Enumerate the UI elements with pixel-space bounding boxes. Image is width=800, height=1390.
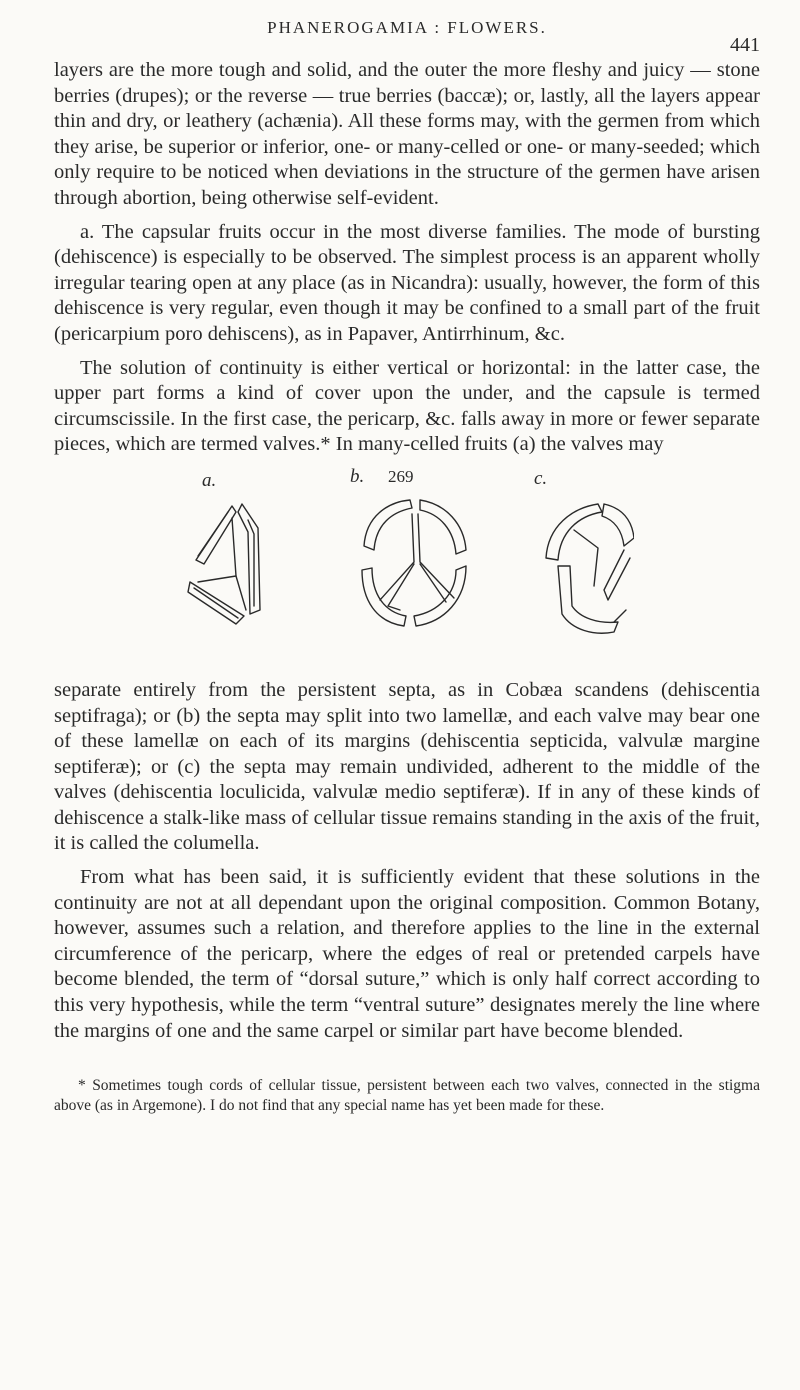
footnote [54,1076,760,1116]
footnote-text: * Sometimes tough cords of cellular tissue, persistent between each two valves, connected in the stigma above (as in Argemone). I do not find that any special name has yet been made for these. [54,1077,760,1115]
capsule-dehiscence-diagram [174,490,634,660]
figure-number: 269 [388,466,414,486]
running-head: PHANEROGAMIA : FLOWERS. [267,18,547,37]
capsule-diagram-b [362,500,466,626]
paragraph-5: From what has been said, it is sufficiently evident that these solutions in the continuity are not at all dependant upon the original composition. Common Botany, however, assumes such a relation, and therefore applies to the line in the external circumference of the pericarp, where the edges of real or pretended carpels have become blended, the term of “dorsal suture,” which is only half correct according to this very hypothesis, while the term “ventral suture” designates merely the line where the margins of one and the same carpel or similar part have become blended. [54,866,760,1042]
figure-label-c: c. [534,467,548,489]
paragraph-3: The solution of continuity is either vertical or horizontal: in the latter case, the upper part forms a kind of cover upon the under, and the capsule is termed circumscissile. In the first case, the pericarp, &c. falls away in more or fewer separate pieces, which are termed valves.* In many-celled fruits (a) the valves may [54,356,760,456]
figure-label-b: b. [350,465,365,487]
capsule-diagram-c [546,504,634,633]
figure-label-a: a. [202,469,217,491]
figure-269 [54,464,760,674]
page-number: 441 [730,34,760,56]
body-text [54,58,760,1116]
paragraph-2: a. The capsular fruits occur in the most diverse families. The mode of bursting (dehiscence) is especially to be observed. The simplest process is an apparent wholly irregular tearing open at any place (as in Nicandra): usually, however, the form of this dehiscence is very regular, even though it may be confined to a small part of the fruit (pericarpium poro dehiscens), as in Papaver, Antirrhinum, &c. [54,220,760,345]
paragraph-4: separate entirely from the persistent septa, as in Cobæa scandens (dehiscentia septifraga); or (b) the septa may split into two lamellæ, and each valve may bear one of these lamellæ on each of its margins (dehiscentia septicida, valvulæ margine septiferæ); or (c) the septa may remain undivided, adherent to the middle of the valves (dehiscentia loculicida, valvulæ medio septiferæ). If in any of these kinds of dehiscence a stalk-like mass of cellular tissue remains standing in the axis of the fruit, it is called the columella. [54,678,760,855]
paragraph-1: layers are the more tough and solid, and the outer the more fleshy and juicy — stone berries (drupes); or the reverse — true berries (baccæ); or, lastly, all the layers appear thin and dry, or leathery (achænia). All these forms may, with the germen from which they arise, be superior or inferior, one- or many-celled or one- or many-seeded; which only require to be noticed when deviations in the structure of the germen have arisen through abortion, being otherwise self-evident. [54,59,760,209]
page-header [54,10,760,56]
capsule-diagram-a [188,504,260,624]
